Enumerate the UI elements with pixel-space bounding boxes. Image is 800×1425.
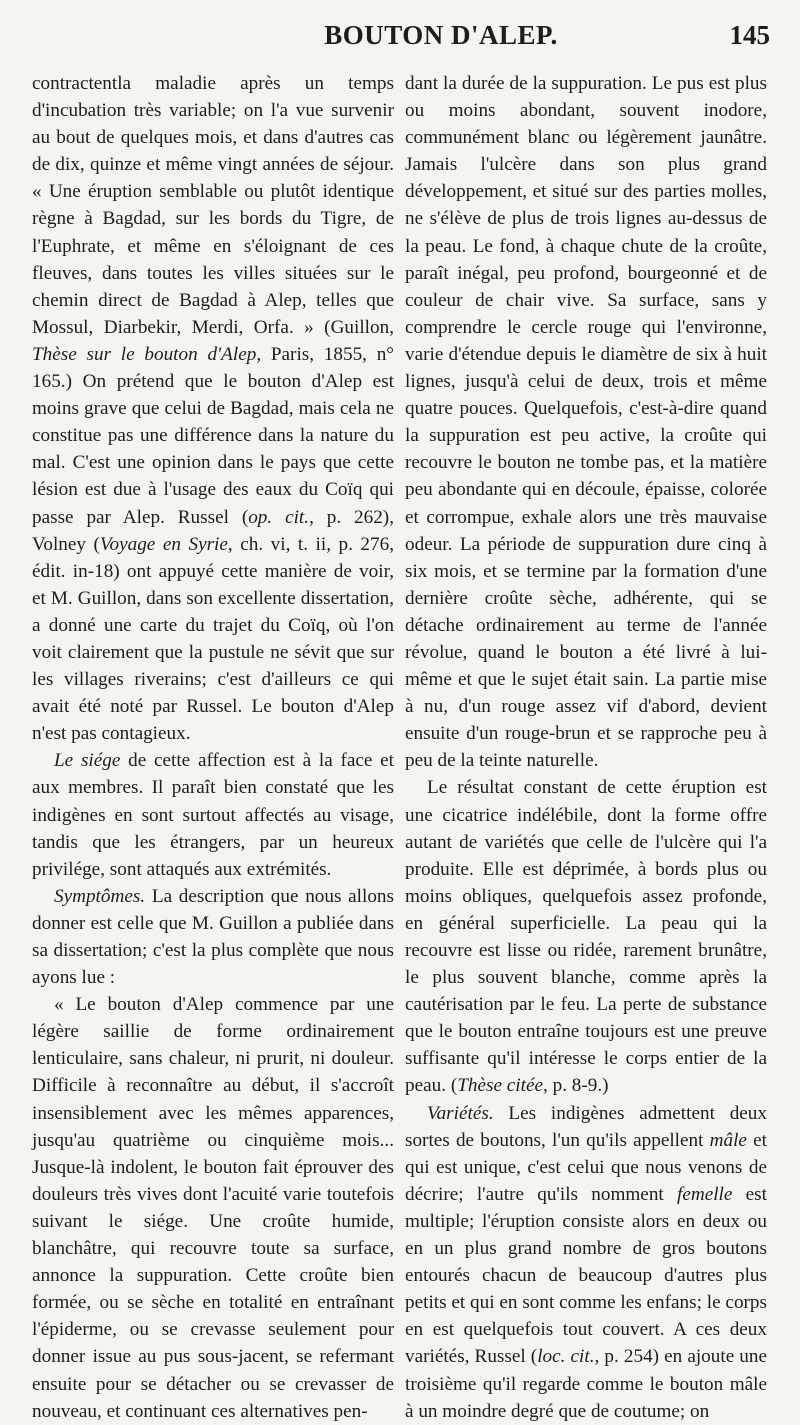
page-header (0, 20, 800, 60)
right-column (405, 70, 767, 1425)
left-column (32, 70, 394, 1425)
paragraph-incubation: contractentla maladie après un temps d'incubation très variable; on l'a vue survenir au bout de quelques mois, et dans d'autres cas de dix, quinze et même vingt années de séjour. « Une éruption semblable ou plutôt identique règne à Bagdad, sur les bords du Tigre, de l'Euphrate, et même en s'éloignant de ces fleuves, dans toutes les villes situées sur le chemin direct de Bagdad à Alep, telles que Mossul, Diarbekir, Merdi, Orfa. » (Guillon, Thèse sur le bouton d'Alep, Paris, 1855, n° 165.) On prétend que le bouton d'Alep est moins grave que celui de Bagdad, mais cela ne constitue pas une différence dans la nature du mal. C'est une opinion dans le pays que cette lésion est due à l'usage des eaux du Coïq qui passe par Alep. Russel (op. cit., p. 262), Volney (Voyage en Syrie, ch. vi, t. ii, p. 276, édit. in-18) ont appuyé cette manière de voir, et M. Guillon, dans son excellente dissertation, a donné une carte du trajet du Coïq, où l'on voit clairement que la pustule ne sévit que sur les villages riverains; c'est d'ailleurs ce qui avait été noté par Russel. Le bouton d'Alep n'est pas contagieux. (32, 73, 394, 745)
page-number: 145 (729, 20, 770, 50)
section-label-varietes: Variétés. (427, 1102, 494, 1124)
paragraph-cicatrice: Le résultat constant de cette éruption est une cicatrice indélébile, dont la forme offre autant de variétés que celle de l'ulcère qui l'a produite. Elle est déprimée, à bords plus ou moins obliques, quelquefois assez profonde, en général superficielle. La peau qui la recouvre est lisse ou ridée, rarement brunâtre, le plus souvent blanche, comme après la cautérisation par le feu. La perte de substance que le bouton entraîne toujours est une preuve suffisante qu'il intéresse le corps entier de la peau. (Thèse citée, p. 8-9.) (405, 777, 767, 1097)
italic-op-cit: op. cit. (248, 506, 310, 528)
paragraph-quote-guillon: « Le bouton d'Alep commence par une légère saillie de forme ordinairement lenticulaire, sans chaleur, ni prurit, ni douleur. Difficile à reconnaître au début, il s'accroît insensiblement avec les mêmes apparences, jusqu'au quatrième ou cinquième mois... Jusque-là indolent, le bouton fait éprouver des douleurs très vives dont l'acuité varie toutefois suivant le siége. Une croûte humide, blanchâtre, qui recouvre toute sa surface, annonce la suppuration. Cette croûte bien formée, ou se sèche en totalité en entraînant l'épiderme, ou se crevasse seulement pour donner issue au pus sous-jacent, se refermant ensuite pour se détacher ou se crevasser de nouveau, et continuant ces alternatives pen- (32, 994, 394, 1422)
italic-loc-cit: loc. cit. (537, 1346, 595, 1368)
section-label-symptomes: Symptômes. (54, 885, 146, 907)
italic-voyage-en-syrie: Voyage en Syrie (99, 533, 228, 555)
italic-these-citee: Thèse citée (457, 1075, 543, 1097)
paragraph-siege: Le siége de cette affection est à la face et aux membres. Il paraît bien constaté que les indigènes en sont surtout affectés au visage, tandis que les étrangers, par un heureux privilége, sont attaqués aux extrémités. (32, 750, 394, 880)
section-label-siege: Le siége (54, 750, 121, 772)
italic-title-these: Thèse sur le bouton d'Alep (32, 343, 257, 365)
paragraph-symptomes: Symptômes. La description que nous allons donner est celle que M. Guillon a publiée dans sa dissertation; c'est la plus complète que nous ayons lue : (32, 885, 394, 989)
running-title: BOUTON D'ALEP. (324, 20, 558, 50)
paragraph-varietes: Variétés. Les indigènes admettent deux sortes de boutons, l'un qu'ils appellent mâle et qui est unique, c'est celui que nous venons de décrire; l'autre qu'ils nomment femelle est multiple; l'éruption consiste alors en deux ou en un plus grand nombre de gros boutons entourés chacun de beaucoup d'autres plus petits et qui en sont comme les enfans; le corps en est quelquefois tout couvert. A ces deux variétés, Russel (loc. cit., p. 254) en ajoute une troisième qu'il regarde comme le bouton mâle à un moindre degré que de coutume; on (405, 1102, 767, 1422)
italic-femelle: femelle (677, 1183, 733, 1205)
italic-male: mâle (709, 1129, 747, 1151)
paragraph-suppuration: dant la durée de la suppuration. Le pus est plus ou moins abondant, souvent inodore, communément blanc ou légèrement jaunâtre. Jamais l'ulcère dans son plus grand développement, et situé sur des parties molles, ne s'élève de plus de trois lignes au-dessus de la peau. Le fond, à chaque chute de la croûte, paraît inégal, peu profond, bourgeonné et de couleur de chair vive. Sa surface, sans y comprendre le cercle rouge qui l'environne, varie d'étendue depuis le diamètre de six à huit lignes, jusqu'à celui de deux, trois et même quatre pouces. Quelquefois, c'est-à-dire quand la suppuration est peu active, la croûte qui recouvre le bouton ne tombe pas, et la matière peu abondante qui en découle, épaisse, colorée et corrompue, exhale alors une très mauvaise odeur. La période de suppuration dure cinq à six mois, et se termine par la formation d'une dernière croûte sèche, adhérente, qui se détache ordinairement au terme de l'année révolue, quand le bouton a été livré à lui-même et que le sujet était sain. La partie mise à nu, d'un rouge assez vif d'abord, devient ensuite d'un rouge-brun et se rapproche peu à peu de la teinte naturelle. (405, 73, 767, 772)
